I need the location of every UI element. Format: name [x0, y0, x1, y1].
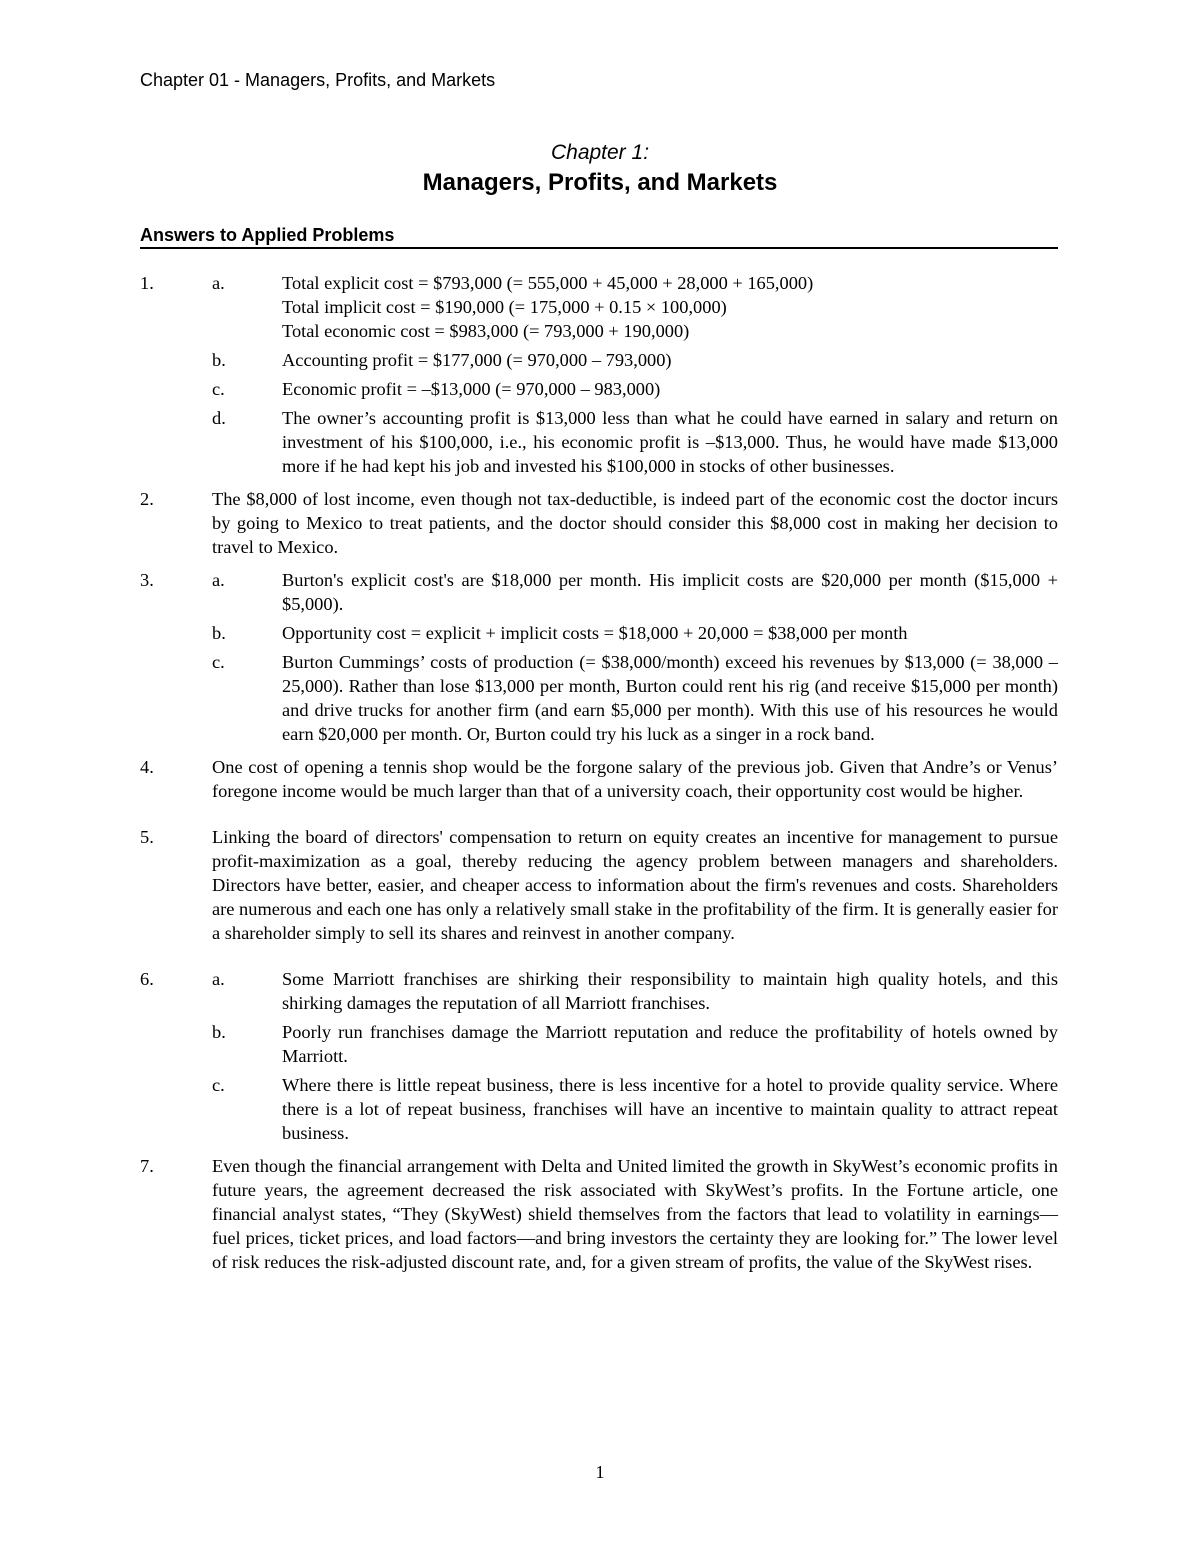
part-letter: b. [212, 350, 226, 370]
problem-1-part-b [212, 348, 1058, 372]
problem-3-part-a [212, 568, 1058, 616]
problem-1-part-d [212, 406, 1058, 478]
implicit-cost-line: Total implicit cost = $190,000 (= 175,000 + 0.15 × 100,000) [282, 297, 727, 317]
problem-number: 7. [140, 1156, 154, 1176]
part-text: Some Marriott franchises are shirking their responsibility to maintain high quality hotels, and this shirking damages the reputation of all Marriott franchises. [282, 969, 1058, 1013]
running-header: Chapter 01 - Managers, Profits, and Markets [140, 70, 496, 90]
explicit-cost-line: Total explicit cost = $793,000 (= 555,000 + 45,000 + 28,000 + 165,000) [282, 273, 814, 293]
problem-5 [140, 825, 1058, 945]
problem-text: Even though the financial arrangement with Delta and United limited the growth in SkyWest’s economic profits in future years, the agreement decreased the risk associated with SkyWest’s profits. In the Fortune article, one financial analyst states, “They (SkyWest) shield themselves from the factors that lead to volatility in earnings—fuel prices, ticket prices, and load factors—and bring investors the certainty they are looking for.” The lower level of risk reduces the risk-adjusted discount rate, and, for a given stream of profits, the value of the SkyWest rises. [212, 1156, 1058, 1272]
problem-2 [140, 487, 1058, 559]
part-text: The owner’s accounting profit is $13,000 less than what he could have earned in salary and return on investment of his $100,000, i.e., his economic profit is –$13,000. Thus, he would have made $13,000 more if he had kept his job and invested his $100,000 in stocks of other businesses. [282, 408, 1058, 476]
problem-text: The $8,000 of lost income, even though not tax-deductible, is indeed part of the economic cost the doctor incurs by going to Mexico to treat patients, and the doctor should consider this $8,000 cost in making her decision to travel to Mexico. [212, 489, 1058, 557]
problem-text: One cost of opening a tennis shop would be the forgone salary of the previous job. Given that Andre’s or Venus’ foregone income would be much larger than that of a university coach, their opportunity cost would be higher. [212, 757, 1058, 801]
part-text: Burton Cummings’ costs of production (= $38,000/month) exceed his revenues by $13,000 (= 38,000 – 25,000). Rather than lose $13,000 per month, Burton could rent his rig (and receive $15,000 per month) and drive trucks for another firm (and earn $5,000 per month). With this use of his resources he would earn $20,000 per month. Or, Burton could try his luck as a singer in a rock band. [282, 652, 1058, 744]
problem-number: 4. [140, 757, 154, 777]
part-letter: d. [212, 408, 226, 428]
problem-1-part-c [212, 377, 1058, 401]
part-letter: b. [212, 623, 226, 643]
part-letter: b. [212, 1022, 226, 1042]
part-text: Where there is little repeat business, there is less incentive for a hotel to provide quality service. Where there is a lot of repeat business, franchises will have an incentive to maintain quality to attract repeat business. [282, 1075, 1058, 1143]
chapter-label: Chapter 1: [550, 141, 650, 164]
problem-number: 2. [140, 489, 154, 509]
chapter-title: Managers, Profits, and Markets [422, 169, 778, 196]
problem-6 [140, 967, 1058, 1145]
problem-number: 3. [140, 570, 154, 590]
problem-7 [140, 1154, 1058, 1274]
part-letter: a. [212, 570, 225, 590]
problem-number: 6. [140, 969, 154, 989]
problem-number: 1. [140, 273, 154, 293]
part-text: Poorly run franchises damage the Marriott reputation and reduce the profitability of hotels owned by Marriott. [282, 1022, 1058, 1066]
problem-6-part-b [212, 1020, 1058, 1068]
page-number: 1 [595, 1462, 605, 1482]
part-text: Burton's explicit cost's are $18,000 per month. His implicit costs are $20,000 per month ($15,000 + $5,000). [282, 570, 1058, 614]
problem-number: 5. [140, 827, 154, 847]
problem-3 [140, 568, 1058, 746]
problem-1 [140, 271, 1058, 478]
answers-list [140, 271, 1058, 1283]
part-text: Economic profit = –$13,000 (= 970,000 – 983,000) [282, 379, 661, 399]
part-letter: c. [212, 652, 225, 672]
part-letter: c. [212, 379, 225, 399]
economic-cost-line: Total economic cost = $983,000 (= 793,000 + 190,000) [282, 321, 690, 341]
section-heading: Answers to Applied Problems [140, 225, 1058, 249]
problem-3-part-c [212, 650, 1058, 746]
problem-6-part-c [212, 1073, 1058, 1145]
part-letter: a. [212, 273, 225, 293]
problem-1-part-a [212, 271, 1058, 343]
part-text: Accounting profit = $177,000 (= 970,000 – 793,000) [282, 350, 672, 370]
problem-3-part-b [212, 621, 1058, 645]
part-text: Opportunity cost = explicit + implicit costs = $18,000 + 20,000 = $38,000 per month [282, 623, 908, 643]
problem-4 [140, 755, 1058, 803]
part-letter: a. [212, 969, 225, 989]
part-letter: c. [212, 1075, 225, 1095]
problem-text: Linking the board of directors' compensation to return on equity creates an incentive for management to pursue profit-maximization as a goal, thereby reducing the agency problem between managers and shareholders. Directors have better, easier, and cheaper access to information about the firm's revenues and costs. Shareholders are numerous and each one has only a relatively small stake in the profitability of the firm. It is generally easier for a shareholder simply to sell its shares and reinvest in another company. [212, 827, 1058, 943]
problem-6-part-a [212, 967, 1058, 1015]
